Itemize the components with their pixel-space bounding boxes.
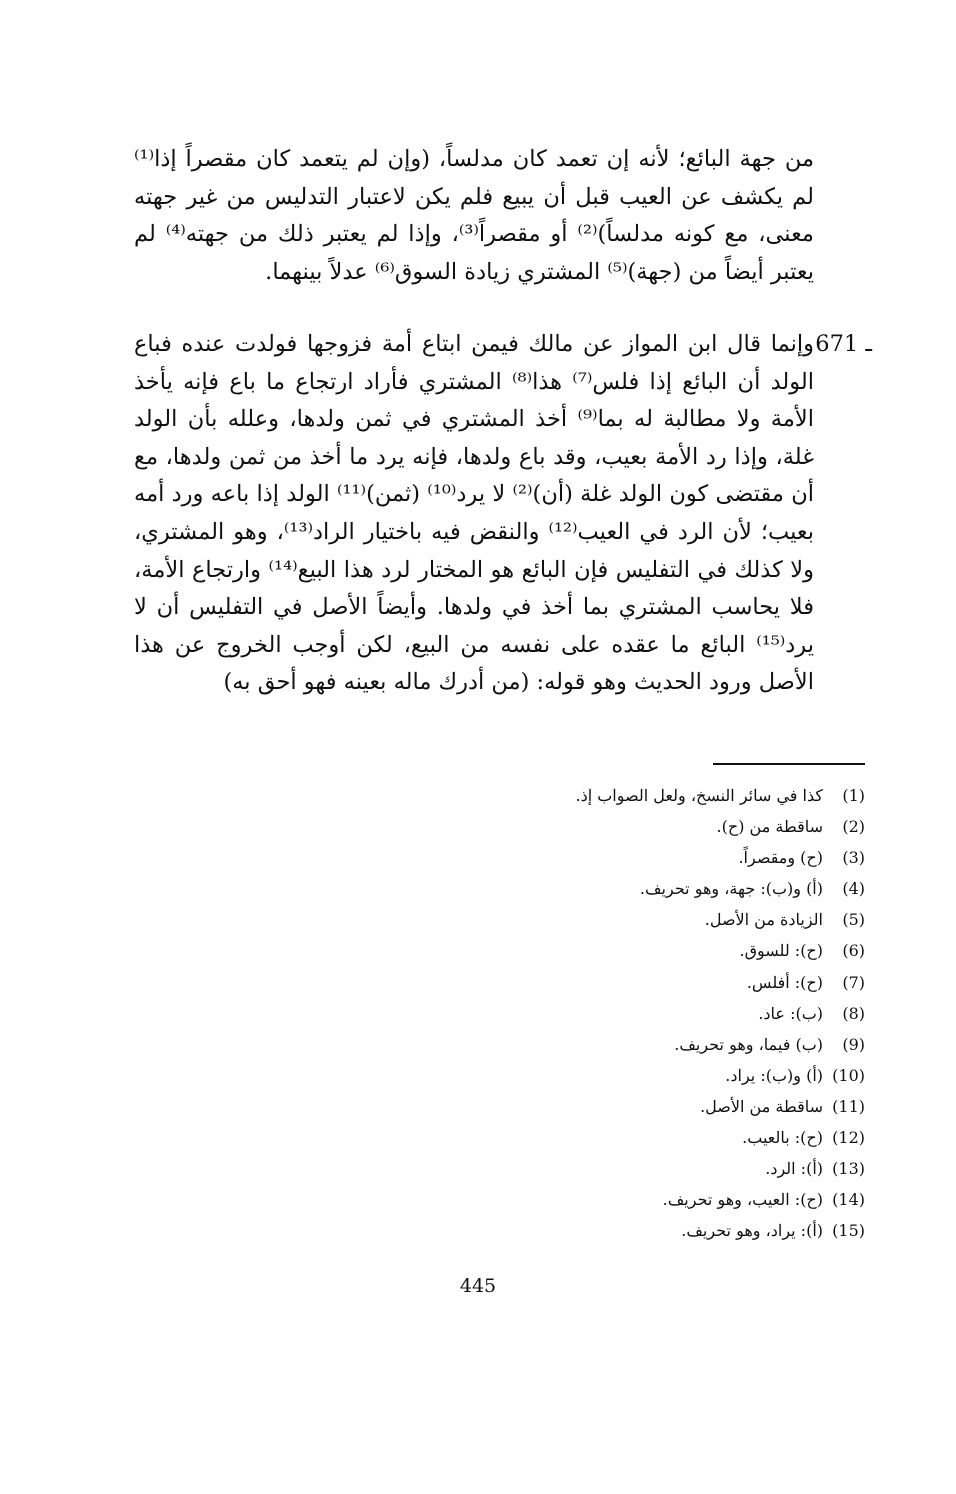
footnote-number: (3) xyxy=(842,848,865,868)
paragraph-2-text: وإنما قال ابن المواز عن مالك فيمن ابتاع أمة فزوجها فولدت عنده فباع الولد أن البائع إذا فلس⁽⁷⁾ هذا⁽⁸⁾ المشتري فأراد ارتجاع ما باع فإنه يأخذ الأمة ولا مطالبة له بما⁽⁹⁾ أخذ المشتري في ثمن ولدها، وعلله بأن الولد غلة، وإذا رد الأمة بعيب، وقد باع ولدها، فإنه يرد ما أخذ من ثمن ولدها، مع أن مقتضى كون الولد غلة (أن)⁽²⁾ لا يرد⁽¹⁰⁾ (ثمن)⁽¹¹⁾ الولد إذا باعه ورد أمه بعيب؛ لأن الرد في العيب⁽¹²⁾ والنقض فيه باختيار الراد⁽¹³⁾، وهو المشتري، ولا كذلك في التفليس فإن البائع هو المختار لرد هذا البيع⁽¹⁴⁾ وارتجاع الأمة، فلا يحاسب المشتري بما أخذ في ولدها. وأيضاً الأصل في التفليس أن لا يرد⁽¹⁵⁾ البائع ما عقده على نفسه من البيع، لكن أوجب الخروج عن هذا الأصل ورود الحديث وهو قوله: (من أدرك ماله بعينه فهو أحق به) xyxy=(134,331,815,696)
footnote-text: (أ) و(ب): جهة، وهو تحريف. xyxy=(639,879,823,899)
footnote-text: الزيادة من الأصل. xyxy=(704,910,823,930)
footnote-text: كذا في سائر النسخ، ولعل الصواب إذ. xyxy=(575,786,823,805)
footnote xyxy=(105,935,865,966)
footnote xyxy=(105,967,865,998)
body-paragraph-1 xyxy=(134,141,814,291)
footnote-number: (11) xyxy=(832,1096,865,1116)
body-paragraph-2 xyxy=(134,326,872,702)
footnote-number: (14) xyxy=(832,1190,865,1210)
footnote-text: (ح) ومقصراً. xyxy=(738,848,823,868)
footnote-text: (ب) فيما، وهو تحريف. xyxy=(674,1034,823,1054)
footnote-number: (12) xyxy=(832,1128,865,1148)
footnote-number: (4) xyxy=(842,879,865,899)
footnote xyxy=(105,1215,865,1246)
footnote-text: ساقطة من (ح). xyxy=(716,817,823,837)
footnote xyxy=(105,1184,865,1215)
footnote-text: (ب): عاد. xyxy=(758,1003,823,1023)
footnote xyxy=(105,1029,865,1060)
footnote xyxy=(105,1122,865,1153)
footnote xyxy=(105,998,865,1029)
footnote-number: (15) xyxy=(832,1221,865,1241)
footnote xyxy=(105,1060,865,1091)
footnote xyxy=(105,873,865,904)
footnote-text: (ح): بالعيب. xyxy=(742,1128,823,1148)
footnote-number: (7) xyxy=(842,972,865,992)
footnote-text: ساقطة من الأصل. xyxy=(700,1096,823,1116)
footnote-number: (8) xyxy=(842,1003,865,1023)
footnote-text: (ح): للسوق. xyxy=(739,941,823,961)
footnote-text: (أ): الرد. xyxy=(765,1159,823,1179)
footnote xyxy=(105,842,865,873)
footnote-number: (2) xyxy=(842,817,865,837)
footnote xyxy=(105,1153,865,1184)
footnote-number: (1) xyxy=(842,786,865,805)
footnote-number: (10) xyxy=(832,1065,865,1085)
footnote-text: (ح): العيب، وهو تحريف. xyxy=(662,1190,823,1210)
footnote-separator xyxy=(713,763,865,765)
footnote xyxy=(105,904,865,935)
footnote-text: (ح): أفلس. xyxy=(746,972,823,992)
page-number: 445 xyxy=(459,1275,497,1297)
paragraph-1-text: من جهة البائع؛ لأنه إن تعمد كان مدلساً، (وإن لم يتعمد كان مقصراً إذا⁽¹⁾ لم يكشف عن العيب قبل أن يبيع فلم يكن لاعتبار التدليس من غير جهته معنى، مع كونه مدلساً)⁽²⁾ أو مقصراً⁽³⁾، وإذا لم يعتبر ذلك من جهته⁽⁴⁾ لم يعتبر أيضاً من (جهة)⁽⁵⁾ المشتري زيادة السوق⁽⁶⁾ عدلاً بينهما. xyxy=(134,146,814,285)
footnote-number: (13) xyxy=(832,1159,865,1179)
footnote-number: (5) xyxy=(842,910,865,930)
paragraph-number: 671 ـ xyxy=(815,331,872,357)
footnote-text: (أ) و(ب): يراد. xyxy=(725,1065,823,1085)
footnote-number: (9) xyxy=(842,1034,865,1054)
footnote xyxy=(105,780,865,811)
footnotes-list xyxy=(105,780,865,1246)
footnote-number: (6) xyxy=(842,941,865,961)
footnote xyxy=(105,811,865,842)
footnote xyxy=(105,1091,865,1122)
footnote-text: (أ): يراد، وهو تحريف. xyxy=(681,1221,823,1241)
